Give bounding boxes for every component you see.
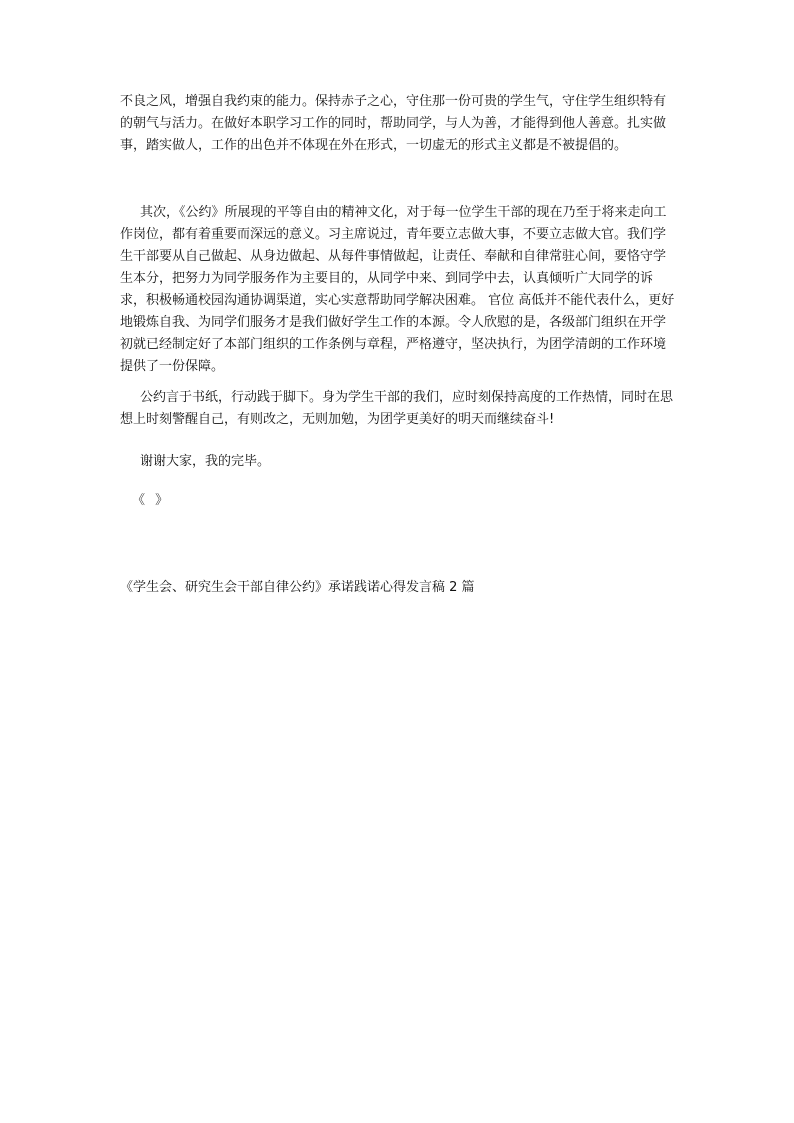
paragraph-action: 公约言于书纸，行动践于脚下。身为学生干部的我们，应时刻保持高度的工作热情，同时在思想上时刻警醒自己，有则改之，无则加勉，为团学更美好的明天而继续奋斗!	[120, 390, 674, 427]
paragraph-thanks: 谢谢大家，我的完毕。	[140, 454, 271, 469]
document-footer-title: 《学生会、研究生会干部自律公约》承诺践诺心得发言稿 2 篇	[120, 580, 475, 595]
paragraph-equality-spirit: 其次，《公约》所展现的平等自由的精神文化，对于每一位学生干部的现在乃至于将来走向工作岗位，都有着重要而深远的意义。习主席说过，青年要立志做大事，不要立志做大官。我们学生干部要从自己做起、从身边做起、从每件事情做起，让责任、奉献和自律常驻心间，要恪守学生本分，把努力为同学服务作为主要目的，从同学中来、到同学中去，认真倾听广大同学的诉求，积极畅通校园沟通协调渠道，实心实意帮助同学解决困难。 官位 高低并不能代表什么，更好地锻炼自我、为同学们服务才是我们做好学生工作的本源。令人欣慰的是，各级部门组织在开学初就已经制定好了本部门组织的工作条例与章程，严格遵守，坚决执行，为团学清朗的工作环境提供了一份保障。	[120, 205, 675, 374]
empty-title-brackets: 《 》	[132, 493, 172, 508]
paragraph-self-discipline: 不良之风，增强自我约束的能力。保持赤子之心，守住那一份可贵的学生气，守住学生组织特有的朝气与活力。在做好本职学习工作的同时，帮助同学，与人为善，才能得到他人善意。扎实做事，踏实做人，工作的出色并不体现在外在形式，一切虚无的形式主义都是不被提倡的。	[120, 94, 667, 153]
